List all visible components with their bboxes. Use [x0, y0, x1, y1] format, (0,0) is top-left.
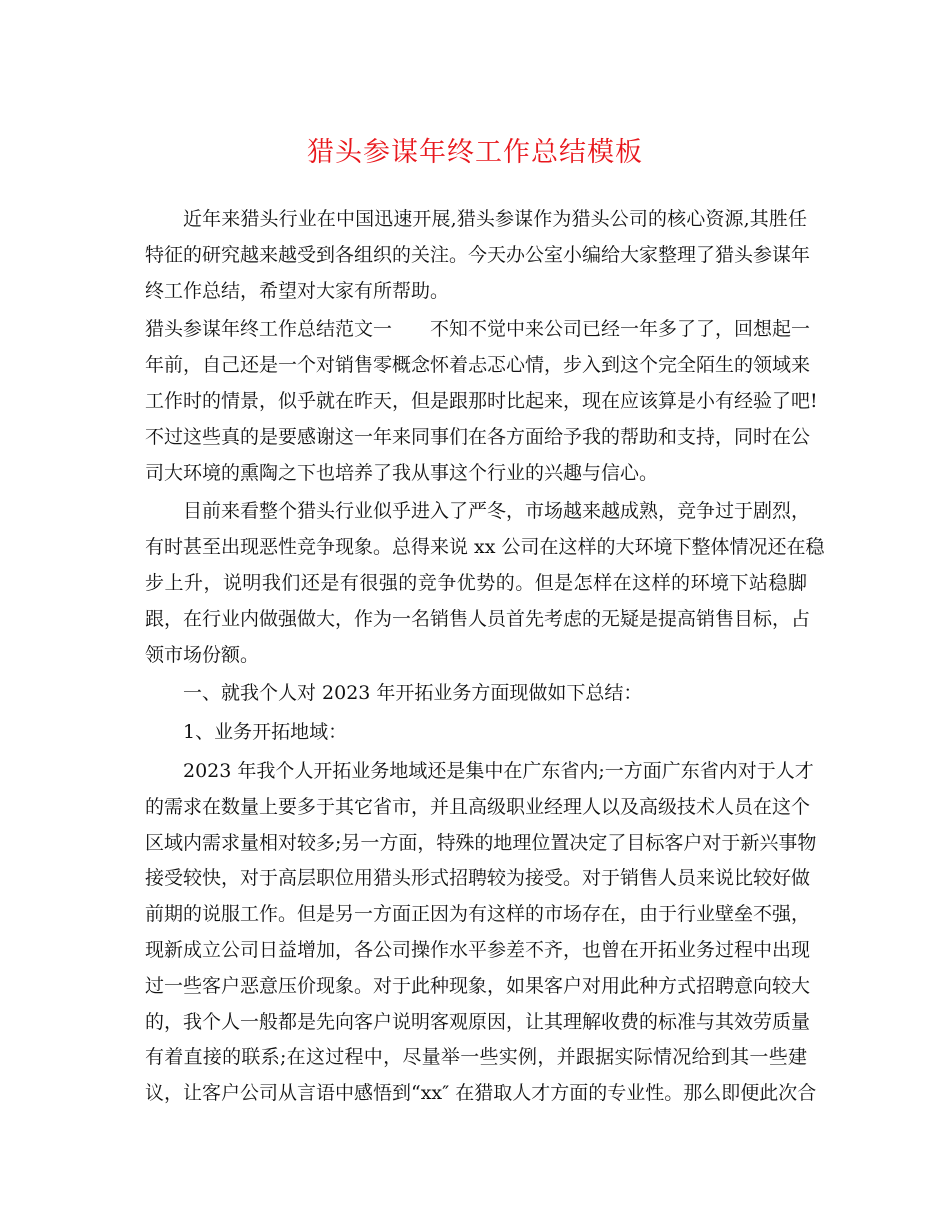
text-line: 过一些客户恶意压价现象。对于此种现象，如果客户对用此种方式招聘意向较大	[145, 974, 811, 997]
paragraph	[145, 202, 811, 309]
text-line: 年前，自己还是一个对销售零概念怀着忐忑心情，步入到这个完全陌生的领域来	[145, 354, 811, 377]
text-line: 目前来看整个猎头行业似乎进入了严冬，市场越来越成熟，竞争过于剧烈，	[183, 500, 811, 523]
document-body	[145, 202, 825, 1115]
paragraph	[145, 754, 817, 1112]
text-line: 跟，在行业内做强做大，作为一名销售人员首先考虑的无疑是提高销售目标，占	[145, 607, 811, 630]
text-line: 区域内需求量相对较多;另一方面，特殊的地理位置决定了目标客户对于新兴事物	[145, 831, 817, 854]
text-line: 有时甚至出现恶性竞争现象。总得来说 xx 公司在这样的大环境下整体情况还在稳	[145, 536, 825, 559]
paragraph	[145, 715, 807, 751]
text-line: 现新成立公司日益增加，各公司操作水平参差不齐，也曾在开拓业务过程中出现	[145, 938, 811, 961]
paragraph	[145, 494, 825, 673]
text-line: 领市场份额。	[145, 643, 260, 666]
text-line: 终工作总结，希望对大家有所帮助。	[145, 279, 450, 302]
text-line: 特征的研究越来越受到各组织的关注。今天办公室小编给大家整理了猎头参谋年	[145, 243, 811, 266]
text-line: 2023 年我个人开拓业务地域还是集中在广东省内;一方面广东省内对于人才	[183, 759, 814, 782]
text-line: 的，我个人一般都是先向客户说明客观原因，让其理解收费的标准与其效劳质量	[145, 1010, 811, 1033]
text-line: 有着直接的联系;在这过程中，尽量举一些实例，并跟据实际情况给到其一些建	[145, 1046, 807, 1069]
text-line: 议，让客户公司从言语中感悟到“xx″ 在猎取人才方面的专业性。那么即便此次合	[145, 1082, 817, 1105]
text-line: 司大环境的熏陶之下也培养了我从事这个行业的兴趣与信心。	[145, 461, 659, 484]
text-line: 的需求在数量上要多于其它省市，并且高级职业经理人以及高级技术人员在这个	[145, 795, 811, 818]
text-line: 不过这些真的是要感谢这一年来同事们在各方面给予我的帮助和支持，同时在公	[145, 425, 811, 448]
document-title: 猎头参谋年终工作总结模板	[307, 137, 643, 168]
text-line: 接受较快，对于高层职位用猎头形式招聘较为接受。对于销售人员来说比较好做	[145, 867, 811, 890]
text-line: 近年来猎头行业在中国迅速开展,猎头参谋作为猎头公司的核心资源,其胜任	[183, 208, 807, 230]
text-line: 步上升，说明我们还是有很强的竞争优势的。但是怎样在这样的环境下站稳脚	[145, 571, 807, 594]
text-line: 猎头参谋年终工作总结范文一 不知不觉中来公司已经一年多了了，回想起一	[145, 318, 811, 341]
paragraph	[145, 312, 818, 491]
text-line: 1、业务开拓地域：	[183, 721, 348, 744]
text-line: 前期的说服工作。但是另一方面正因为有这样的市场存在，由于行业壁垒不强，	[145, 903, 811, 926]
text-line: 工作时的情景，似乎就在昨天，但是跟那时比起来，现在应该算是小有经验了吧!	[145, 389, 818, 412]
text-line: 一、就我个人对 2023 年开拓业务方面现做如下总结：	[183, 682, 643, 705]
paragraph	[145, 676, 807, 712]
